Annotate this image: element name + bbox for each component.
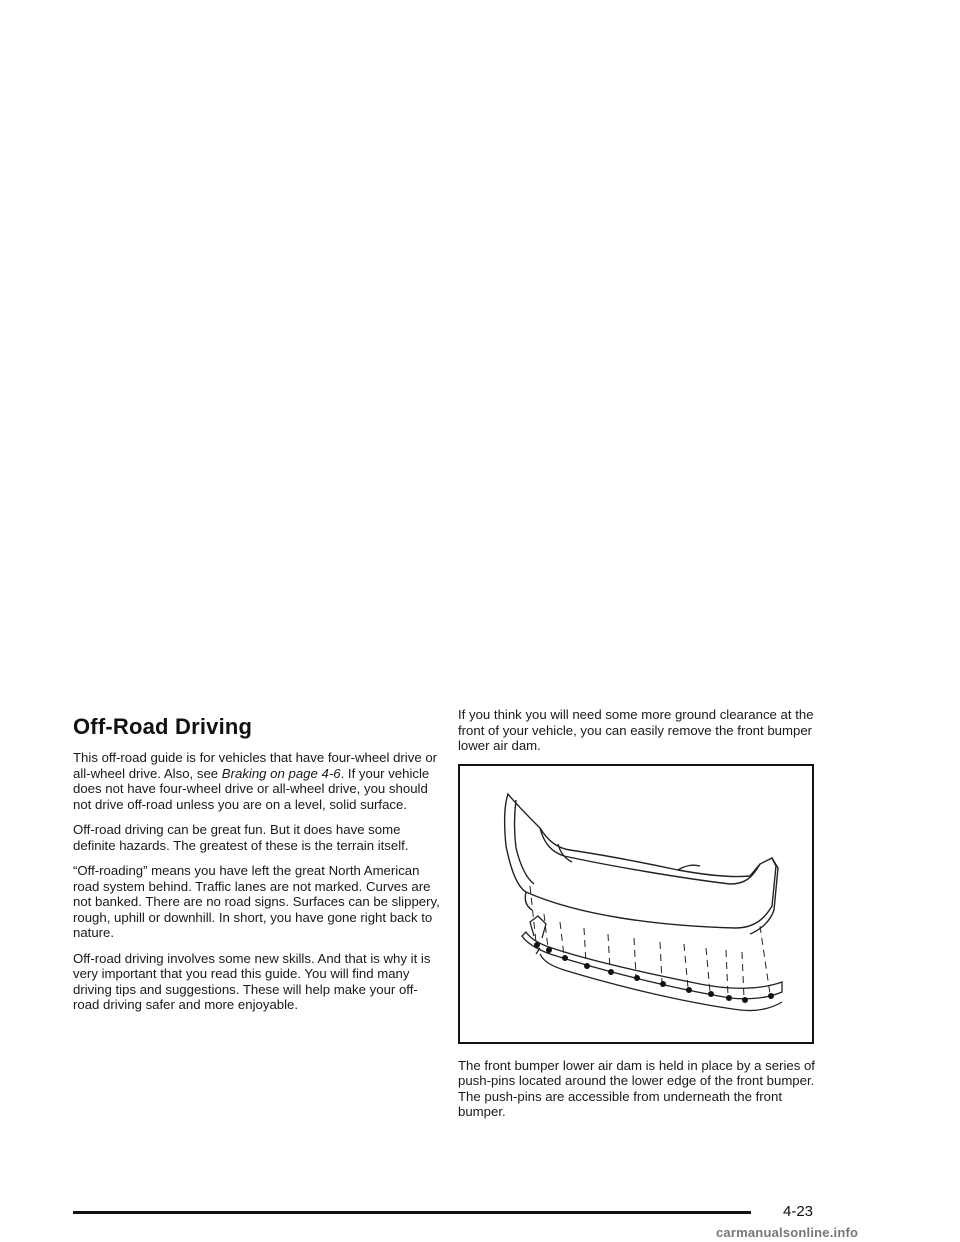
ground-clearance-paragraph: If you think you will need some more ground clearance at the front of your vehicle, you can easily remove the front bumper lower air dam. — [458, 707, 814, 753]
push-pin — [726, 995, 732, 1001]
off-roading-definition-paragraph: “Off-roading” means you have left the great North American road system behind. Traffic lanes are not marked. Curves are not banked. There are no road signs. Surfaces can be slippery, rough, uphill or downhill. In short, you have gone right back to nature. — [73, 863, 440, 940]
push-pin — [634, 975, 640, 981]
intro-text-before: This off-road guide is for vehicles that have four-wheel drive or all-wheel drive. Also, see — [73, 750, 438, 781]
intro-text-after: . If your vehicle does not have four-wheel drive or all-wheel drive, you should not drive off-road unless you are on a level, solid surface. — [73, 765, 430, 812]
left-column — [73, 714, 443, 1023]
push-pin — [584, 963, 590, 969]
push-pin — [708, 991, 714, 997]
push-pin — [608, 969, 614, 975]
right-column — [458, 707, 830, 1130]
push-pin — [562, 955, 568, 961]
watermark: carmanualsonline.info — [716, 1225, 859, 1240]
push-pins-paragraph: The front bumper lower air dam is held in place by a series of push-pins located around the lower edge of the front bumper. The push-pins are accessible from underneath the front bumper. — [458, 1057, 815, 1119]
section-title: Off-Road Driving — [73, 714, 253, 739]
new-skills-paragraph: Off-road driving involves some new skills. And that is why it is very important that you read this guide. You will find many driving tips and suggestions. These will help make your off-road driving safer and more enjoyable. — [73, 950, 431, 1012]
air-dam-outline — [522, 916, 782, 1011]
air-dam-illustration — [458, 764, 814, 1044]
bumper-air-dam-drawing — [460, 766, 812, 1042]
intro-paragraph — [73, 750, 443, 812]
push-pin — [546, 947, 552, 953]
push-pin — [534, 942, 540, 948]
braking-cross-reference-link[interactable]: Braking on page 4-6 — [221, 765, 341, 781]
push-pin — [768, 993, 774, 999]
push-pin — [742, 997, 748, 1003]
bumper-outline — [505, 794, 778, 934]
push-pin — [686, 987, 692, 993]
page-number: 4-23 — [783, 1203, 814, 1220]
footer-rule — [73, 1211, 751, 1214]
fun-hazards-paragraph: Off-road driving can be great fun. But it does have some definite hazards. The greatest of these is the terrain itself. — [73, 822, 409, 853]
push-pin — [660, 981, 666, 987]
